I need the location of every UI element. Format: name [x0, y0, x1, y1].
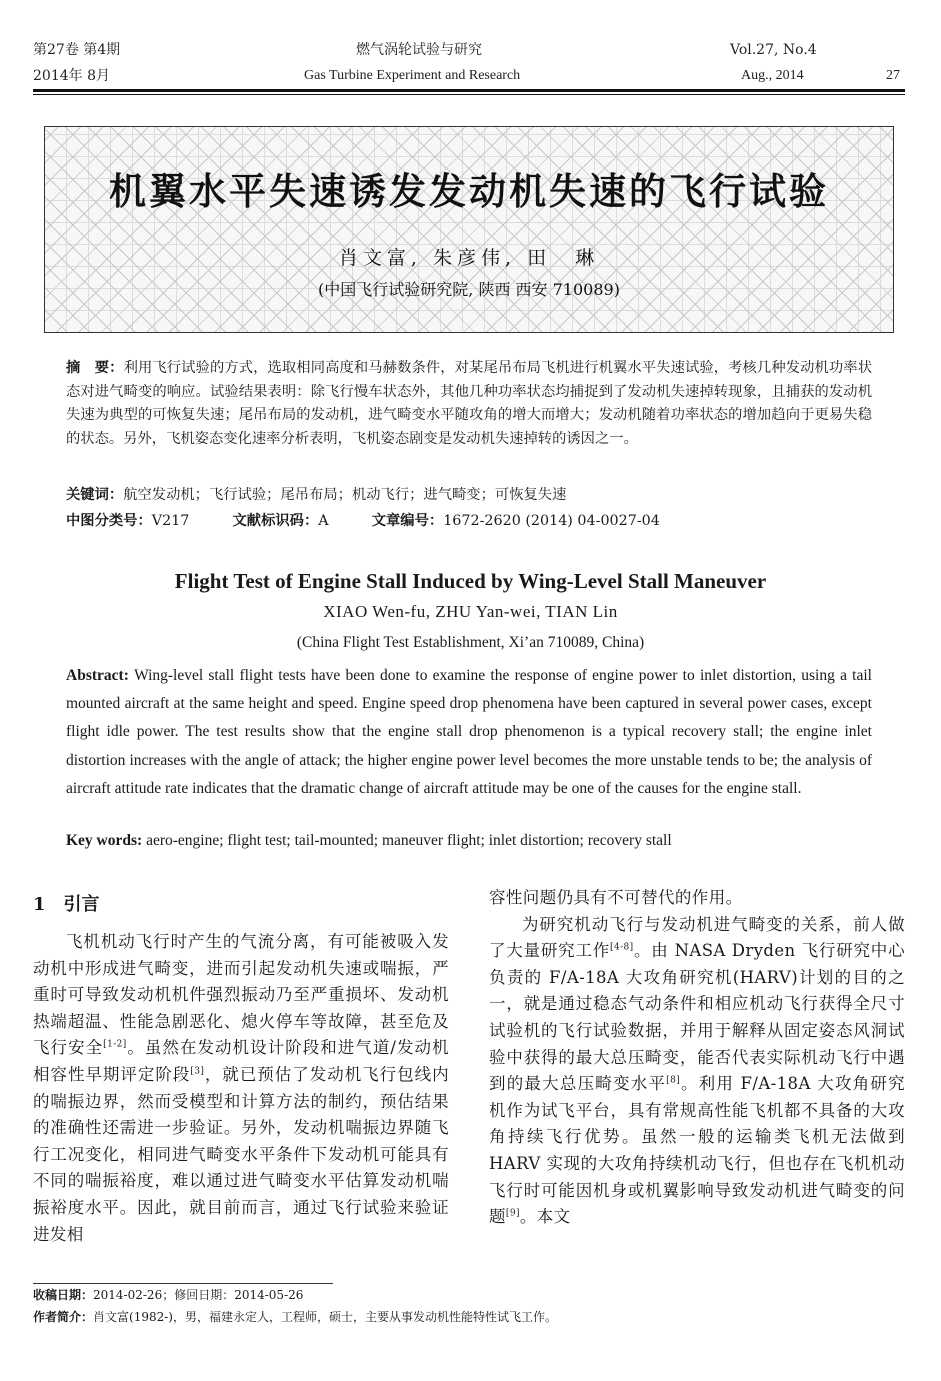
footnote-dates: [33, 1286, 303, 1304]
dates-value: 2014-02-26；修回日期：2014-05-26: [93, 1288, 304, 1302]
intro-paragraph-1b: 。虽然在发动机设计阶段和进气道/发动机相容性早期评定阶段: [33, 1038, 449, 1084]
header-rule-thin: [33, 94, 905, 95]
date-cn: 2014年 8月: [33, 68, 110, 84]
abstract-label-en: Abstract: [66, 667, 124, 684]
citation-ref: [3]: [190, 1066, 205, 1077]
intro-paragraph-2a: 为研究机动飞行与发动机进气畸变的关系，前人做了大量研究工作: [489, 914, 905, 961]
keywords-en: Key words: aero-engine; flight test; tail-mounted; maneuver flight; inlet distortion; recovery stall: [66, 832, 672, 849]
authors-cn: 肖文富, 朱彦伟, 田 琳: [338, 247, 600, 269]
keywords-label-cn: 关键词：: [66, 487, 124, 503]
section-heading: 1 引言: [33, 894, 100, 915]
authors-en: XIAO Wen-fu, ZHU Yan-wei, TIAN Lin: [323, 602, 618, 621]
intro-paragraph-continued: 容性问题仍具有不可替代的作用。: [489, 888, 743, 907]
footnote-author: [33, 1308, 557, 1326]
intro-paragraph-2b: 。由 NASA Dryden 飞行研究中心负责的 F/A-18A 大攻角研究机(HARV)计划的目的之一，就是通过稳态气动条件和相应机动飞行获得全尺寸试验机的飞行试验数据，并用于解释从固定姿态风洞试验中获得的最大总压畸变，能否代表实际机动飞行中遇到的最大总压畸变水平: [489, 941, 905, 1094]
clc-value: V217: [151, 513, 190, 529]
paper-title-en: Flight Test of Engine Stall Induced by Wing-Level Stall Maneuver: [174, 569, 767, 593]
body-left-column: [33, 929, 449, 1248]
citation-ref: [8]: [666, 1075, 681, 1086]
date-en: Aug., 2014: [741, 68, 804, 83]
abstract-cn: [66, 357, 872, 451]
clc-label: 中图分类号：: [66, 513, 152, 529]
intro-paragraph-1c: ，就已预估了发动机飞行包线内的喘振边界，然而受模型和计算方法的制约，预估结果的准确性还需进一步验证。另外，发动机喘振边界随飞行工况变化，相同进气畸变水平条件下发动机可能具有不同的喘振裕度，难以通过进气畸变水平估算发动机喘振裕度水平。因此，就目前而言，通过飞行试验来验证进发相: [33, 1064, 449, 1244]
footnote-rule: [33, 1283, 333, 1284]
journal-name-cn: 燃气涡轮试验与研究: [356, 42, 482, 58]
doc-code-value: A: [318, 513, 329, 529]
body-right-column: [489, 885, 905, 1231]
volume-issue-cn: 第27卷 第4期: [33, 42, 121, 58]
title-block: [44, 126, 894, 333]
abstract-en: Abstract: Wing-level stall flight tests have been done to examine the response of engine power to inlet distortion, using a tail mounted aircraft at the same height and speed. Engine speed drop phenomena have been captured in several power cases, except flight idle power. The test results show that the engine stall drop phenomenon is a typical recovery stall; the engine inlet distortion increases with the angle of attack; the higher engine power level becomes the more unstable tends to be; the analysis of aircraft attitude rate indicates that the dramatic change of aircraft attitude may be one of the causes for the engine stall.: [66, 667, 872, 797]
abstract-text-en: Wing-level stall flight tests have been done to examine the response of engine power to inlet distortion, using a tail mounted aircraft at the same height and speed. Engine speed drop phenomena have been captured in several power cases, except flight idle power. The test results show that the engine stall drop phenomenon is a typical recovery stall; the engine inlet distortion increases with the angle of attack; the higher engine power level becomes the more unstable tends to be; the analysis of aircraft attitude rate indicates that the dramatic change of aircraft attitude may be one of the causes for the engine stall.: [66, 667, 872, 797]
citation-ref: [1-2]: [103, 1039, 127, 1050]
intro-paragraph-2d: 。本文: [519, 1207, 571, 1227]
doc-code-label: 文献标识码：: [232, 513, 319, 529]
keywords-text-en: aero-engine; flight test; tail-mounted; maneuver flight; inlet distortion; recovery stall: [146, 832, 672, 849]
volume-issue-en: Vol.27, No.4: [730, 42, 817, 58]
article-no-value: 1672-2620 (2014) 04-0027-04: [443, 513, 660, 529]
article-no-label: 文章编号：: [371, 513, 444, 529]
intro-paragraph-2c: 。利用 F/A-18A 大攻角研究机作为试飞平台，具有常规高性能飞机都不具备的大攻角持续飞行优势。虽然一般的运输类飞机无法做到 HARV 实现的大攻角持续机动飞行，但也存在飞机机动飞行时可能因机身或机翼影响导致发动机进气畸变的问题: [489, 1074, 905, 1227]
affiliation-cn: (中国飞行试验研究院, 陕西 西安 710089): [318, 280, 620, 299]
dates-label: 收稿日期：: [33, 1288, 94, 1302]
affiliation-en: (China Flight Test Establishment, Xi’an 710089, China): [296, 634, 645, 651]
keywords-cn: [66, 484, 872, 508]
citation-ref: [9]: [505, 1208, 520, 1219]
page-number: 27: [886, 68, 900, 83]
classification-line: [66, 510, 872, 534]
abstract-label-cn: 摘 要：: [66, 360, 124, 376]
abstract-text-cn: 利用飞行试验的方式，选取相同高度和马赫数条件，对某尾吊布局飞机进行机翼水平失速试验，考核几种发动机功率状态对进气畸变的响应。试验结果表明：除飞行慢车状态外，其他几种功率状态均捕捉到了发动机失速掉转现象，且捕获的发动机失速为典型的可恢复失速；尾吊布局的发动机，进气畸变水平随攻角的增大而增大；发动机随着功率状态的增加趋向于更易失稳的状态。另外，飞机姿态变化速率分析表明，飞机姿态剧变是发动机失速掉转的诱因之一。: [66, 360, 872, 447]
keywords-text-cn: 航空发动机；飞行试验；尾吊布局；机动飞行；进气畸变；可恢复失速: [123, 487, 567, 503]
citation-ref: [4-8]: [610, 942, 634, 953]
intro-paragraph-1a: 飞机机动飞行时产生的气流分离，有可能被吸入发动机中形成进气畸变，进而引起发动机失速或喘振，严重时可导致发动机机件强烈振动乃至严重损坏、发动机热端超温、性能急剧恶化、熄火停车等故障，甚至危及飞行安全: [33, 932, 449, 1058]
keywords-label-en: Key words: [66, 832, 138, 849]
header-rule-thick: [33, 89, 905, 92]
author-bio-label: 作者简介：: [33, 1310, 94, 1324]
journal-name-en: Gas Turbine Experiment and Research: [304, 68, 521, 83]
author-bio-value: 肖文富(1982-)，男，福建永定人，工程师，硕士，主要从事发动机性能特性试飞工作。: [93, 1310, 557, 1324]
paper-title-cn: 机翼水平失速诱发发动机失速的飞行试验: [109, 170, 829, 213]
